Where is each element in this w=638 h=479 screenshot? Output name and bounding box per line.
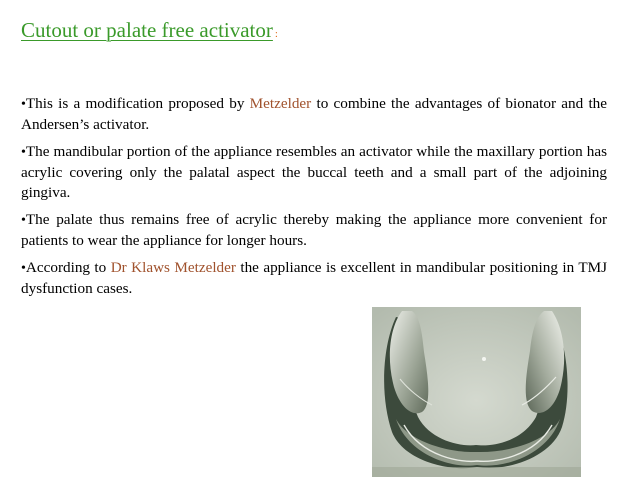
paragraph-1-text-after: to combine the advantages of bionator and the Andersen’s activator. xyxy=(21,95,607,133)
bullet-paragraph-4 xyxy=(21,258,607,299)
bullet-icon: • xyxy=(21,97,26,112)
slide-body xyxy=(21,94,607,306)
bullet-icon: • xyxy=(21,145,26,160)
bullet-paragraph-3 xyxy=(21,210,607,251)
paragraph-4-text-before: According to xyxy=(25,259,111,276)
slide-title-colon: : xyxy=(274,28,278,40)
slide-title xyxy=(21,18,278,43)
metzelder-highlight: Metzelder xyxy=(249,95,312,112)
slide-title-text: Cutout or palate free activator xyxy=(21,18,273,42)
bullet-icon: • xyxy=(21,213,26,228)
paragraph-1-text-before: This is a modification proposed by xyxy=(25,95,250,112)
paragraph-3-text: The palate thus remains free of acrylic thereby making the appliance more convenient for patients to wear the appliance for longer hours. xyxy=(21,211,607,249)
cutout-activator-appliance-photo xyxy=(372,307,581,477)
dr-klaws-metzelder-highlight: Dr Klaws Metzelder xyxy=(110,259,236,276)
paragraph-4-text-after: the appliance is excellent in mandibular positioning in TMJ dysfunction cases. xyxy=(21,259,608,297)
bullet-paragraph-1 xyxy=(21,94,607,135)
bullet-paragraph-2 xyxy=(21,142,607,203)
bullet-icon: • xyxy=(21,261,26,276)
paragraph-2-text: The mandibular portion of the appliance resembles an activator while the maxillary portion has acrylic covering only the palatal aspect the buccal teeth and a small part of the adjoining gingiva. xyxy=(21,143,607,201)
